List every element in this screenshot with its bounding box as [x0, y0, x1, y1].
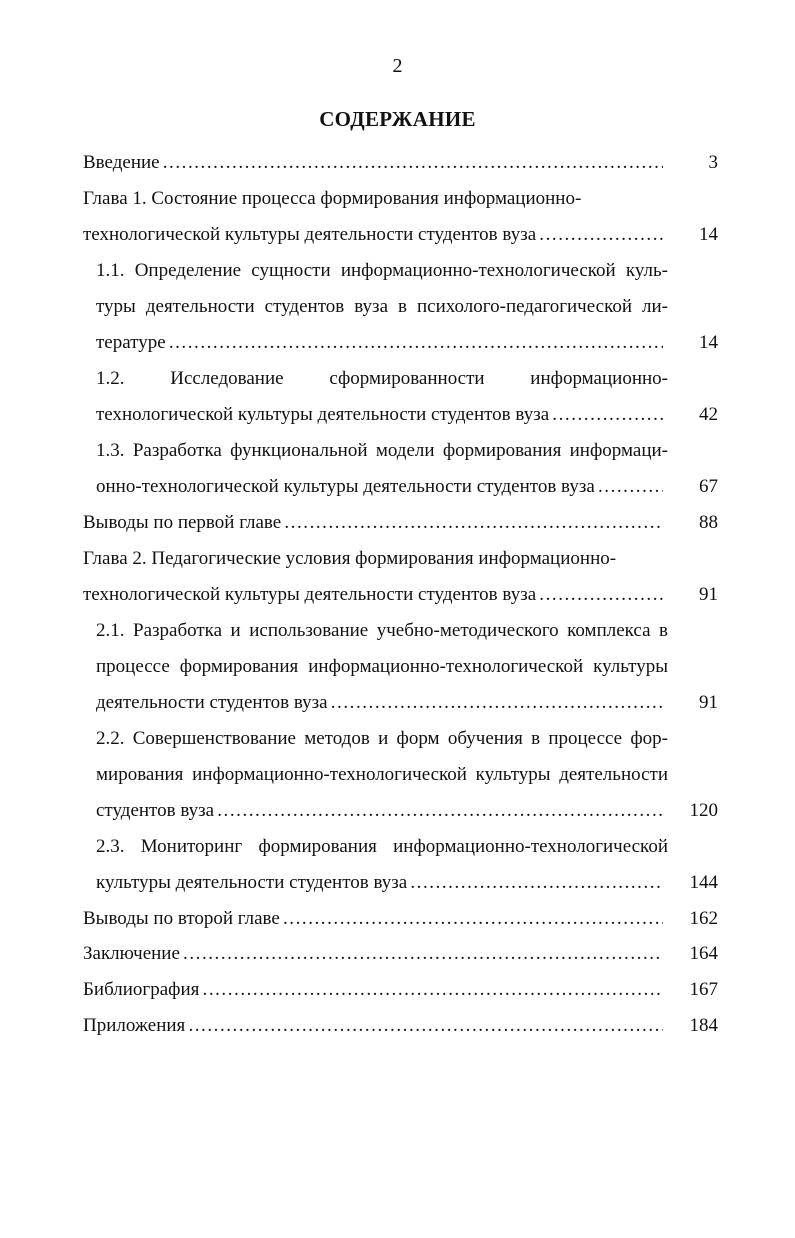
toc-entry-section-2-2-cont[interactable]: [96, 762, 668, 788]
toc-entry-text: 1.2. Исследование сформированности информационно-: [96, 368, 668, 389]
toc-entry-text: тературе . . .: [96, 332, 663, 353]
toc-entry-text: деятельности студентов вуза . . .: [96, 692, 663, 713]
toc-page-number: 14: [699, 224, 718, 245]
toc-entry-text: Заключение . . .: [83, 943, 663, 964]
toc-entry-text: Введение . . .: [83, 152, 663, 173]
toc-entry-section-1-2-end[interactable]: [96, 402, 663, 428]
toc-page-number: 3: [708, 152, 718, 173]
toc-entry-chapter-1-cont[interactable]: [83, 222, 663, 248]
toc-entry-section-2-1-end[interactable]: [96, 690, 663, 716]
toc-entry-text: Приложения . . .: [83, 1015, 663, 1036]
toc-page-number: 162: [689, 908, 718, 929]
toc-entry-section-1-3[interactable]: [96, 438, 668, 464]
page-number: 2: [392, 55, 403, 77]
toc-entry-text: 2.1. Разработка и использование учебно-методического комплекса в: [96, 620, 668, 641]
toc-entry-section-2-2-end[interactable]: [96, 798, 663, 824]
toc-entry-conclusion[interactable]: [83, 941, 663, 967]
toc-entry-section-2-1-cont[interactable]: [96, 654, 668, 680]
toc-entry-text: технологической культуры деятельности студентов вуза . . .: [83, 224, 663, 245]
toc-page-number: 120: [689, 800, 718, 821]
toc-entry-intro[interactable]: [83, 150, 663, 176]
toc-page-number: 14: [699, 332, 718, 353]
toc-entry-text: 1.3. Разработка функциональной модели формирования информаци-: [96, 440, 668, 461]
toc-page-number: 91: [699, 692, 718, 713]
toc-entry-section-1-1-end[interactable]: [96, 330, 663, 356]
toc-page-number: 167: [689, 979, 718, 1000]
toc-title: СОДЕРЖАНИЕ: [319, 107, 476, 131]
toc-entry-text: культуры деятельности студентов вуза . . .: [96, 872, 663, 893]
toc-page-number: 184: [689, 1015, 718, 1036]
toc-entry-text: студентов вуза . . .: [96, 800, 663, 821]
toc-entry-section-2-1[interactable]: [96, 618, 668, 644]
toc-entry-text: Глава 1. Состояние процесса формирования информационно-: [83, 188, 582, 209]
toc-page-number: 164: [689, 943, 718, 964]
toc-entry-text: Выводы по первой главе . . .: [83, 512, 663, 533]
toc-page-number: 144: [689, 872, 718, 893]
toc-entry-section-2-3-end[interactable]: [96, 870, 663, 896]
toc-entry-text: туры деятельности студентов вуза в психолого-педагогической ли-: [96, 296, 668, 317]
toc-entry-text: Глава 2. Педагогические условия формирования информационно-: [83, 548, 617, 569]
toc-entry-section-2-2[interactable]: [96, 726, 668, 752]
toc-entry-conclusions-2[interactable]: [83, 906, 663, 932]
toc-entry-section-1-1[interactable]: [96, 258, 668, 284]
toc-entry-appendices[interactable]: [83, 1013, 663, 1039]
toc-page-number: 42: [699, 404, 718, 425]
toc-page-number: 67: [699, 476, 718, 497]
toc-entry-text: Библиография . . .: [83, 979, 663, 1000]
toc-entry-text: 2.3. Мониторинг формирования информационно-технологической: [96, 836, 668, 857]
toc-entry-text: 2.2. Совершенствование методов и форм обучения в процессе фор-: [96, 728, 668, 749]
toc-entry-text: процессе формирования информационно-технологической культуры: [96, 656, 668, 677]
toc-entry-text: технологической культуры деятельности студентов вуза . . .: [96, 404, 663, 425]
toc-entry-section-1-1-cont[interactable]: [96, 294, 668, 320]
toc-entry-text: 1.1. Определение сущности информационно-технологической куль-: [96, 260, 668, 281]
toc-entry-chapter-2[interactable]: [83, 546, 663, 572]
toc-entry-section-1-3-end[interactable]: [96, 474, 663, 500]
toc-entry-text: технологической культуры деятельности студентов вуза . . .: [83, 584, 663, 605]
toc-page-number: 91: [699, 584, 718, 605]
toc-entry-section-2-3[interactable]: [96, 834, 668, 860]
toc-entry-text: Выводы по второй главе . . .: [83, 908, 663, 929]
toc-entry-bibliography[interactable]: [83, 977, 663, 1003]
toc-entry-section-1-2[interactable]: [96, 366, 668, 392]
toc-entry-chapter-2-cont[interactable]: [83, 582, 663, 608]
toc-entry-conclusions-1[interactable]: [83, 510, 663, 536]
toc-page-number: 88: [699, 512, 718, 533]
toc-entry-text: мирования информационно-технологической культуры деятельности: [96, 764, 668, 785]
toc-entry-chapter-1[interactable]: [83, 186, 663, 212]
toc-entry-text: онно-технологической культуры деятельности студентов вуза . . .: [96, 476, 663, 497]
